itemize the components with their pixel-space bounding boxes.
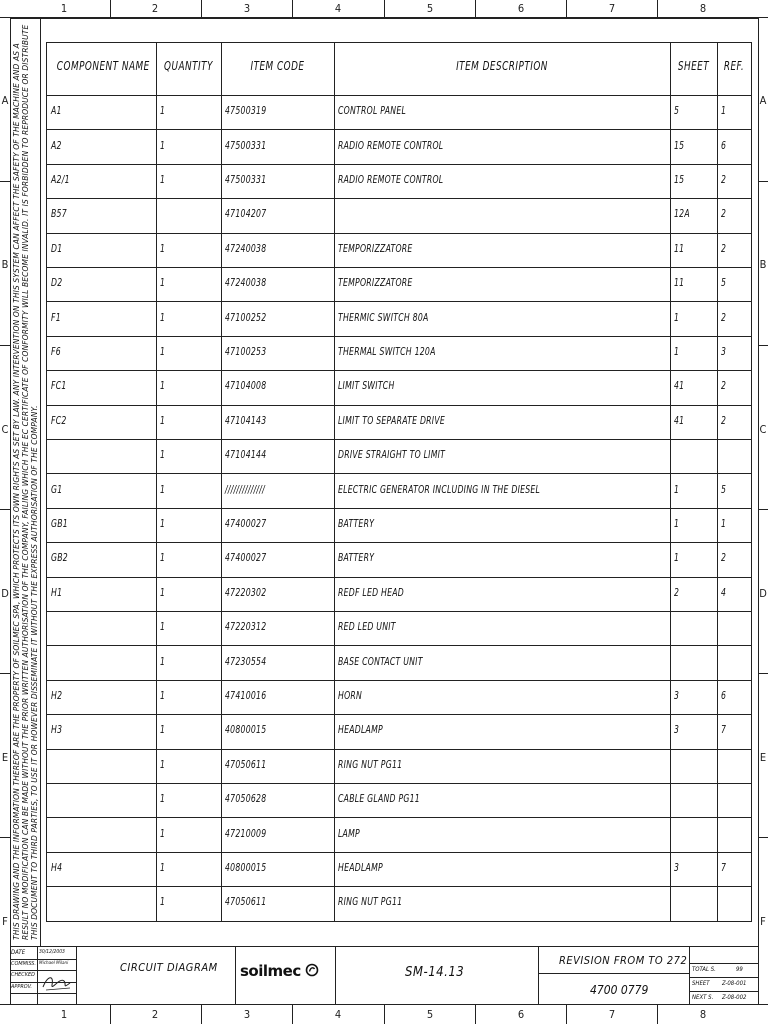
cell-component-name: FC1 <box>51 380 67 393</box>
cell-item-description: LIMIT SWITCH <box>338 380 395 393</box>
label-commiss: COMMISS. <box>11 961 37 967</box>
cell-item-code: 47104144 <box>225 449 267 462</box>
cell-quantity: 1 <box>160 105 166 118</box>
cell-quantity: 1 <box>160 793 166 806</box>
cell-ref: 1 <box>721 105 727 118</box>
model-name: SM-14.13 <box>405 965 465 980</box>
cell-item-code: 40800015 <box>225 861 267 874</box>
cell-item-description: RADIO REMOTE CONTROL <box>338 139 444 152</box>
cell-sheet: 1 <box>674 311 680 324</box>
total-sheets-label: TOTAL S. <box>692 966 716 973</box>
cell-sheet: 3 <box>674 689 680 702</box>
table-row <box>47 473 751 507</box>
cell-sheet: 5 <box>674 105 680 118</box>
ruler-bottom-col-6: 6 <box>517 1008 525 1021</box>
cell-ref: 2 <box>721 311 727 324</box>
ruler-row-a: A <box>1 94 9 107</box>
cell-item-code: 47050611 <box>225 896 267 909</box>
cell-item-description: DRIVE STRAIGHT TO LIMIT <box>338 449 446 462</box>
label-checked: CHECKED <box>11 972 35 978</box>
table-row <box>47 301 751 335</box>
cell-component-name: H3 <box>51 724 63 737</box>
cell-item-description: ELECTRIC GENERATOR INCLUDING IN THE DIESEL <box>338 483 541 496</box>
ruler-col-4: 4 <box>334 2 342 15</box>
cell-item-code: 47104207 <box>225 208 267 221</box>
ruler-row-f: F <box>2 915 8 928</box>
table-row <box>47 886 751 920</box>
table-row <box>47 439 751 473</box>
date-value: 30/12/2003 <box>39 949 65 955</box>
table-row <box>47 645 751 679</box>
table-row <box>47 680 751 714</box>
cell-ref: 3 <box>721 345 727 358</box>
cell-quantity: 1 <box>160 277 166 290</box>
cell-quantity: 1 <box>160 621 166 634</box>
cell-sheet: 41 <box>674 380 685 393</box>
cell-item-code: 47400027 <box>225 517 267 530</box>
cell-quantity: 1 <box>160 517 166 530</box>
ruler-right-row-c: C <box>759 423 767 436</box>
cell-ref: 2 <box>721 173 727 186</box>
cell-item-code: 47410016 <box>225 689 267 702</box>
table-row <box>47 164 751 198</box>
cell-sheet: 15 <box>674 139 685 152</box>
table-row <box>47 129 751 163</box>
ruler-right-row-e: E <box>759 751 767 764</box>
cell-quantity: 1 <box>160 311 166 324</box>
side-notice <box>12 20 40 940</box>
cell-sheet: 12A <box>674 208 690 221</box>
sheet-value: Z-08-001 <box>722 980 747 987</box>
ruler-bottom-col-5: 5 <box>426 1008 434 1021</box>
cell-item-code: 47100252 <box>225 311 267 324</box>
cell-ref: 2 <box>721 208 727 221</box>
cell-item-code: 47240038 <box>225 277 267 290</box>
cell-item-code: 47050611 <box>225 758 267 771</box>
cell-component-name: A2/1 <box>51 173 70 186</box>
table-row <box>47 714 751 748</box>
ruler-top <box>0 0 768 18</box>
ruler-left <box>0 0 10 1024</box>
cell-component-name: H2 <box>51 689 63 702</box>
table-row <box>47 611 751 645</box>
ruler-bottom <box>0 1004 768 1024</box>
ruler-col-6: 6 <box>517 2 525 15</box>
cell-component-name: GB1 <box>51 517 68 530</box>
cell-ref: 2 <box>721 552 727 565</box>
cell-item-code: 47500331 <box>225 139 267 152</box>
cell-item-description: RING NUT PG11 <box>338 896 403 909</box>
ruler-col-7: 7 <box>608 2 616 15</box>
table-row <box>47 749 751 783</box>
ruler-row-c: C <box>1 423 9 436</box>
ruler-bottom-col-2: 2 <box>151 1008 159 1021</box>
table-row <box>47 542 751 576</box>
cell-component-name: A1 <box>51 105 62 118</box>
ruler-col-1: 1 <box>60 2 68 15</box>
table-row <box>47 95 751 129</box>
table-row <box>47 852 751 886</box>
component-table <box>46 42 752 922</box>
header-quantity: QUANTITY <box>164 59 213 73</box>
cell-item-description: CABLE GLAND PG11 <box>338 793 420 806</box>
cell-component-name: GB2 <box>51 552 68 565</box>
cell-quantity: 1 <box>160 552 166 565</box>
ruler-bottom-col-4: 4 <box>334 1008 342 1021</box>
cell-item-description: LIMIT TO SEPARATE DRIVE <box>338 414 446 427</box>
cell-item-code: 47220312 <box>225 621 267 634</box>
table-row <box>47 267 751 301</box>
cell-item-description: RED LED UNIT <box>338 621 396 634</box>
cell-ref: 7 <box>721 724 727 737</box>
label-approv: APPROV. <box>11 984 33 990</box>
cell-component-name: D1 <box>51 242 63 255</box>
ruler-bottom-col-1: 1 <box>60 1008 68 1021</box>
cell-item-code: 47500331 <box>225 173 267 186</box>
cell-item-description: REDF LED HEAD <box>338 586 404 599</box>
cell-component-name: A2 <box>51 139 62 152</box>
header-component-name: COMPONENT NAME <box>56 59 150 73</box>
ruler-row-d: D <box>1 587 9 600</box>
cell-sheet: 1 <box>674 483 680 496</box>
table-row <box>47 577 751 611</box>
commiss-value: Michael Milani <box>39 961 69 966</box>
cell-item-code: 47050628 <box>225 793 267 806</box>
header-item-description: ITEM DESCRIPTION <box>456 59 548 73</box>
ruler-bottom-col-7: 7 <box>608 1008 616 1021</box>
cell-quantity: 1 <box>160 689 166 702</box>
ruler-col-5: 5 <box>426 2 434 15</box>
cell-item-code: 40800015 <box>225 724 267 737</box>
cell-component-name: B57 <box>51 208 67 221</box>
cell-sheet: 15 <box>674 173 685 186</box>
cell-sheet: 2 <box>674 586 680 599</box>
cell-quantity: 1 <box>160 345 166 358</box>
cell-item-description: THERMIC SWITCH 80A <box>338 311 429 324</box>
ruler-col-2: 2 <box>151 2 159 15</box>
cell-item-code: 47100253 <box>225 345 267 358</box>
cell-ref: 2 <box>721 380 727 393</box>
cell-item-description: HEADLAMP <box>338 724 383 737</box>
cell-item-description: BASE CONTACT UNIT <box>338 655 423 668</box>
drawing-code: 4700 0779 <box>590 983 649 997</box>
cell-quantity: 1 <box>160 483 166 496</box>
cell-item-code: 47220302 <box>225 586 267 599</box>
cell-item-description: RADIO REMOTE CONTROL <box>338 173 444 186</box>
cell-sheet: 3 <box>674 724 680 737</box>
soilmec-logo <box>240 961 319 980</box>
table-row <box>47 370 751 404</box>
cell-component-name: D2 <box>51 277 63 290</box>
cell-sheet: 3 <box>674 861 680 874</box>
logo-text: soilmec <box>240 962 301 980</box>
cell-sheet: 1 <box>674 345 680 358</box>
cell-component-name: H4 <box>51 861 63 874</box>
signature-icon <box>40 971 74 993</box>
cell-ref: 7 <box>721 861 727 874</box>
cell-quantity: 1 <box>160 414 166 427</box>
cell-item-code: 47230554 <box>225 655 267 668</box>
cell-sheet: 1 <box>674 552 680 565</box>
cell-ref: 1 <box>721 517 727 530</box>
ruler-bottom-col-3: 3 <box>243 1008 251 1021</box>
cell-item-description: TEMPORIZZATORE <box>338 277 413 290</box>
cell-item-code: 47210009 <box>225 827 267 840</box>
cell-sheet: 11 <box>674 242 685 255</box>
drawing-title: CIRCUIT DIAGRAM <box>120 961 218 974</box>
cell-item-description: TEMPORIZZATORE <box>338 242 413 255</box>
title-block <box>10 946 758 1005</box>
cell-item-description: HORN <box>338 689 363 702</box>
cell-item-description: RING NUT PG11 <box>338 758 403 771</box>
header-ref: REF. <box>723 59 745 73</box>
cell-item-description: BATTERY <box>338 517 375 530</box>
header-item-code: ITEM CODE <box>250 59 305 73</box>
ruler-right-row-a: A <box>759 94 767 107</box>
cell-quantity: 1 <box>160 758 166 771</box>
cell-quantity: 1 <box>160 449 166 462</box>
cell-quantity: 1 <box>160 861 166 874</box>
revision-text: REVISION FROM TO 272 <box>559 954 688 967</box>
cell-ref: 6 <box>721 139 727 152</box>
cell-quantity: 1 <box>160 242 166 255</box>
header-sheet: SHEET <box>677 59 710 73</box>
cell-quantity: 1 <box>160 380 166 393</box>
cell-ref: 4 <box>721 586 727 599</box>
table-row <box>47 233 751 267</box>
cell-ref: 5 <box>721 483 727 496</box>
table-row <box>47 336 751 370</box>
label-date: DATE <box>11 949 26 956</box>
cell-ref: 2 <box>721 242 727 255</box>
cell-sheet: 41 <box>674 414 685 427</box>
cell-item-code: 47500319 <box>225 105 267 118</box>
cell-item-code: 47104008 <box>225 380 267 393</box>
cell-quantity: 1 <box>160 586 166 599</box>
ruler-right-row-d: D <box>759 587 767 600</box>
ruler-bottom-col-8: 8 <box>699 1008 707 1021</box>
cell-component-name: F1 <box>51 311 61 324</box>
cell-ref: 2 <box>721 414 727 427</box>
table-row <box>47 783 751 817</box>
ruler-col-3: 3 <box>243 2 251 15</box>
ruler-row-b: B <box>1 258 9 271</box>
cell-item-description: HEADLAMP <box>338 861 383 874</box>
table-row <box>47 405 751 439</box>
cell-sheet: 1 <box>674 517 680 530</box>
cell-item-code: 47104143 <box>225 414 267 427</box>
ruler-col-8: 8 <box>699 2 707 15</box>
next-sheet-label: NEXT S. <box>692 994 714 1001</box>
next-sheet-value: Z-08-002 <box>722 994 747 1001</box>
table-row <box>47 817 751 851</box>
cell-item-description: LAMP <box>338 827 360 840</box>
cell-component-name: F6 <box>51 345 61 358</box>
table-row <box>47 198 751 232</box>
cell-sheet: 11 <box>674 277 685 290</box>
cell-item-description: THERMAL SWITCH 120A <box>338 345 436 358</box>
logo-mark-icon <box>305 963 319 977</box>
cell-component-name: G1 <box>51 483 63 496</box>
cell-ref: 5 <box>721 277 727 290</box>
cell-quantity: 1 <box>160 139 166 152</box>
ruler-right-row-b: B <box>759 258 767 271</box>
cell-quantity: 1 <box>160 724 166 737</box>
cell-quantity: 1 <box>160 655 166 668</box>
sheet-label: SHEET <box>692 980 710 987</box>
cell-item-description: BATTERY <box>338 552 375 565</box>
cell-component-name: H1 <box>51 586 63 599</box>
table-row <box>47 508 751 542</box>
ruler-right-row-f: F <box>760 915 766 928</box>
side-notice-text: THIS DRAWING AND THE INFORMATION THEREOF ARE THE PROPERTY OF SOILMEC SPA, WHICH PROTECTS ITS OWN RIGHTS AS SET BY LAW. ANY INTERVENTION ON THIS SYSTEM CAN AFFECT THE SAFETY OF THE MACHINE AND AS A RESULT NO MODIFICATION CAN BE MADE WITHOUT THE PRIOR WRITTEN AUTHORISATION OF THE COMPANY, FAILING WHICH THE EC CERTIFICATE OF CONFORMITY WILL BECOME INVALID. IT IS FORBIDDEN TO REPRODUCE OR DISTRIBUTE THIS DOCUMENT TO THIRD PARTIES, TO USE IT OR HOWEVER DISSEMINATE IT WITHOUT THE EXPRESS AUTHORISATION OF THE COMPANY. <box>11 24 40 940</box>
cell-component-name: FC2 <box>51 414 67 427</box>
total-sheets-value: 99 <box>736 966 743 973</box>
ruler-row-e: E <box>1 751 9 764</box>
cell-item-description: CONTROL PANEL <box>338 105 407 118</box>
cell-item-code: 47240038 <box>225 242 267 255</box>
cell-ref: 6 <box>721 689 727 702</box>
cell-item-code: ////////////// <box>225 483 266 496</box>
cell-quantity: 1 <box>160 827 166 840</box>
cell-quantity: 1 <box>160 173 166 186</box>
ruler-right <box>758 0 768 1024</box>
cell-quantity: 1 <box>160 896 166 909</box>
cell-item-code: 47400027 <box>225 552 267 565</box>
